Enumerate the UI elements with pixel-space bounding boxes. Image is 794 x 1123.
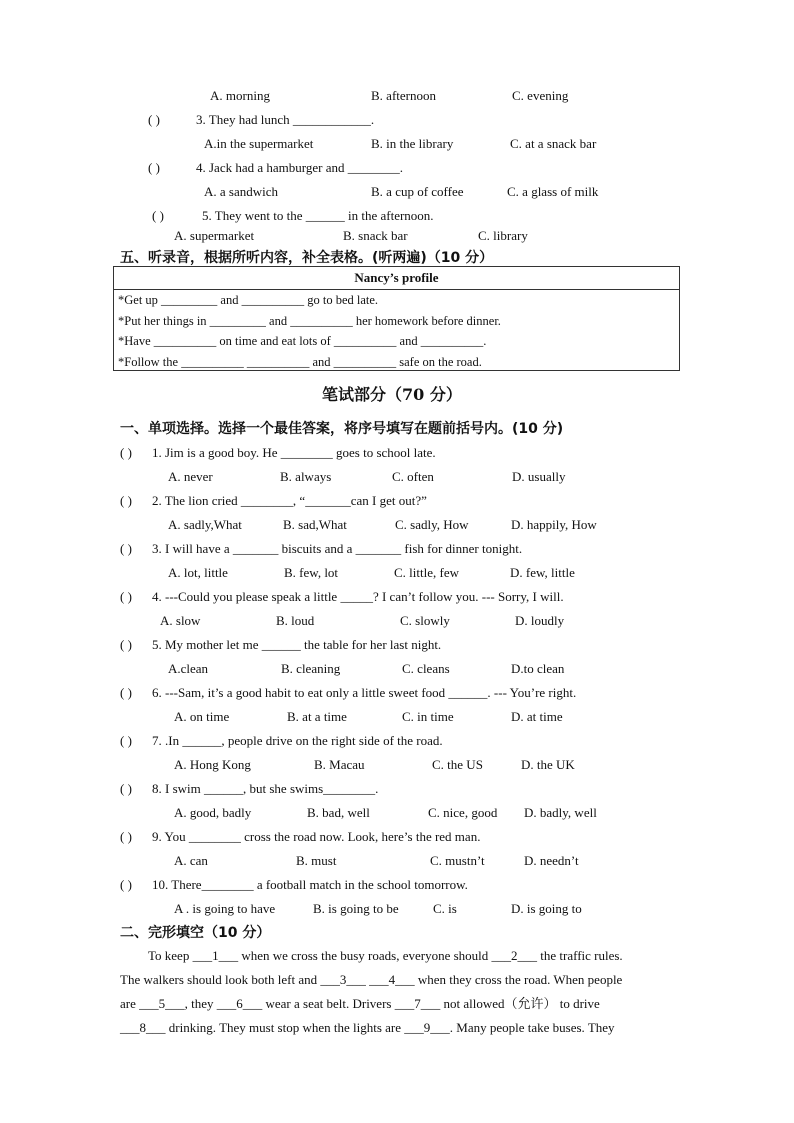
section5-title: 五、听录音，根据所听内容，补全表格。(听两遍)（10 分） bbox=[120, 250, 494, 266]
mc-option-c: C. often bbox=[392, 469, 434, 484]
mc-question-stem: 5. My mother let me ______ the table for her last night. bbox=[152, 637, 442, 652]
mc-option-c: C. cleans bbox=[402, 661, 450, 676]
mc-option-c: C. nice, good bbox=[428, 805, 498, 820]
mc-option-a: A. slow bbox=[160, 613, 201, 628]
mc-option-d: D. usually bbox=[512, 469, 566, 484]
mc-option-b: B. always bbox=[280, 469, 332, 484]
mc-option-b: B. few, lot bbox=[284, 565, 339, 580]
mc-option-d: D. few, little bbox=[510, 565, 575, 580]
mc-option-d: D. loudly bbox=[515, 613, 565, 628]
mc-option-d: D. is going to bbox=[511, 901, 582, 916]
mc-option-c: C. slowly bbox=[400, 613, 450, 628]
q3-option-a: A.in the supermarket bbox=[204, 136, 314, 151]
mc-option-d: D. the UK bbox=[521, 757, 575, 772]
q4-stem: 4. Jack had a hamburger and ________. bbox=[196, 160, 403, 175]
mc-option-b: B. is going to be bbox=[313, 901, 399, 916]
mc-section-title: 一、单项选择。选择一个最佳答案，将序号填写在题前括号内。(10 分) bbox=[120, 421, 564, 437]
profile-title: Nancy’s profile bbox=[114, 267, 679, 290]
mc-question-stem: 9. You ________ cross the road now. Look, here’s the red man. bbox=[152, 829, 481, 844]
mc-option-d: D. at time bbox=[511, 709, 563, 724]
q4-option-a: A. a sandwich bbox=[204, 184, 279, 199]
cloze-line: ___8___ drinking. They must stop when the lights are ___9___. Many people take buses. They bbox=[120, 1020, 615, 1035]
q5-stem: 5. They went to the ______ in the afternoon. bbox=[202, 208, 434, 223]
mc-option-d: D. badly, well bbox=[524, 805, 597, 820]
mc-answer-paren[interactable]: ( ) bbox=[120, 541, 132, 556]
mc-option-a: A. on time bbox=[174, 709, 230, 724]
mc-option-d: D. needn’t bbox=[524, 853, 579, 868]
mc-option-b: B. bad, well bbox=[307, 805, 370, 820]
mc-answer-paren[interactable]: ( ) bbox=[120, 589, 132, 604]
mc-option-a: A. never bbox=[168, 469, 213, 484]
q4-option-b: B. a cup of coffee bbox=[371, 184, 464, 199]
q4-option-c: C. a glass of milk bbox=[507, 184, 599, 199]
q5-answer-paren[interactable]: ( ) bbox=[152, 208, 164, 223]
mc-answer-paren[interactable]: ( ) bbox=[120, 781, 132, 796]
mc-option-a: A.clean bbox=[168, 661, 209, 676]
mc-option-d: D. happily, How bbox=[511, 517, 597, 532]
written-part-title: 笔试部分（70 分） bbox=[322, 385, 462, 404]
q5-option-b: B. snack bar bbox=[343, 228, 408, 243]
q2-option-c: C. evening bbox=[512, 88, 569, 103]
q5-option-a: A. supermarket bbox=[174, 228, 255, 243]
profile-row: *Have __________ on time and eat lots of __________ and __________. bbox=[118, 334, 487, 348]
cloze-line: are ___5___, they ___6___ wear a seat belt. Drivers ___7___ not allowed（允许） to drive bbox=[120, 996, 600, 1011]
q2-option-b: B. afternoon bbox=[371, 88, 436, 103]
mc-option-a: A. good, badly bbox=[174, 805, 252, 820]
profile-row: *Put her things in _________ and __________ her homework before dinner. bbox=[118, 313, 501, 328]
mc-question-stem: 6. ---Sam, it’s a good habit to eat only a little sweet food ______. --- You’re right. bbox=[152, 685, 577, 700]
cloze-line: The walkers should look both left and ___3___ ___4___ when they cross the road. When people bbox=[120, 972, 623, 987]
q5-option-c: C. library bbox=[478, 228, 528, 243]
mc-option-b: B. cleaning bbox=[281, 661, 341, 676]
mc-option-b: B. at a time bbox=[287, 709, 347, 724]
profile-row: *Follow the __________ __________ and __________ safe on the road. bbox=[118, 354, 482, 369]
mc-option-a: A. can bbox=[174, 853, 208, 868]
mc-answer-paren[interactable]: ( ) bbox=[120, 685, 132, 700]
mc-option-a: A . is going to have bbox=[174, 901, 276, 916]
q2-option-a: A. morning bbox=[210, 88, 270, 103]
mc-option-c: C. sadly, How bbox=[395, 517, 469, 532]
q3-option-c: C. at a snack bar bbox=[510, 136, 597, 151]
mc-question-stem: 7. .In ______, people drive on the right side of the road. bbox=[152, 733, 443, 748]
q3-stem: 3. They had lunch ____________. bbox=[196, 112, 375, 127]
mc-option-a: A. sadly,What bbox=[168, 517, 242, 532]
mc-option-c: C. little, few bbox=[394, 565, 459, 580]
mc-answer-paren[interactable]: ( ) bbox=[120, 637, 132, 652]
mc-option-c: C. the US bbox=[432, 757, 483, 772]
mc-question-stem: 2. The lion cried ________, “_______can I get out?” bbox=[152, 493, 427, 508]
mc-question-stem: 4. ---Could you please speak a little _____? I can’t follow you. --- Sorry, I will. bbox=[152, 589, 564, 604]
mc-answer-paren[interactable]: ( ) bbox=[120, 445, 132, 460]
mc-answer-paren[interactable]: ( ) bbox=[120, 877, 132, 892]
mc-option-b: B. loud bbox=[276, 613, 315, 628]
mc-option-d: D.to clean bbox=[511, 661, 565, 676]
cloze-line: To keep ___1___ when we cross the busy roads, everyone should ___2___ the traffic rules. bbox=[148, 948, 623, 963]
profile-row: *Get up _________ and __________ go to bed late. bbox=[118, 293, 379, 307]
mc-option-b: B. sad,What bbox=[283, 517, 347, 532]
mc-question-stem: 1. Jim is a good boy. He ________ goes to school late. bbox=[152, 445, 436, 460]
mc-question-stem: 3. I will have a _______ biscuits and a _______ fish for dinner tonight. bbox=[152, 541, 523, 556]
profile-table bbox=[113, 266, 680, 371]
mc-option-c: C. is bbox=[433, 901, 457, 916]
mc-option-c: C. mustn’t bbox=[430, 853, 485, 868]
mc-answer-paren[interactable]: ( ) bbox=[120, 733, 132, 748]
q3-answer-paren[interactable]: ( ) bbox=[148, 112, 160, 127]
cloze-passage bbox=[120, 944, 680, 1040]
mc-option-b: B. Macau bbox=[314, 757, 365, 772]
cloze-section-title: 二、完形填空（10 分） bbox=[120, 925, 271, 941]
q3-option-b: B. in the library bbox=[371, 136, 454, 151]
q4-answer-paren[interactable]: ( ) bbox=[148, 160, 160, 175]
mc-answer-paren[interactable]: ( ) bbox=[120, 493, 132, 508]
mc-option-a: A. Hong Kong bbox=[174, 757, 251, 772]
mc-question-stem: 10. There________ a football match in the school tomorrow. bbox=[152, 877, 468, 892]
mc-option-c: C. in time bbox=[402, 709, 454, 724]
mc-option-b: B. must bbox=[296, 853, 337, 868]
mc-answer-paren[interactable]: ( ) bbox=[120, 829, 132, 844]
mc-question-stem: 8. I swim ______, but she swims________. bbox=[152, 781, 379, 796]
mc-option-a: A. lot, little bbox=[168, 565, 228, 580]
